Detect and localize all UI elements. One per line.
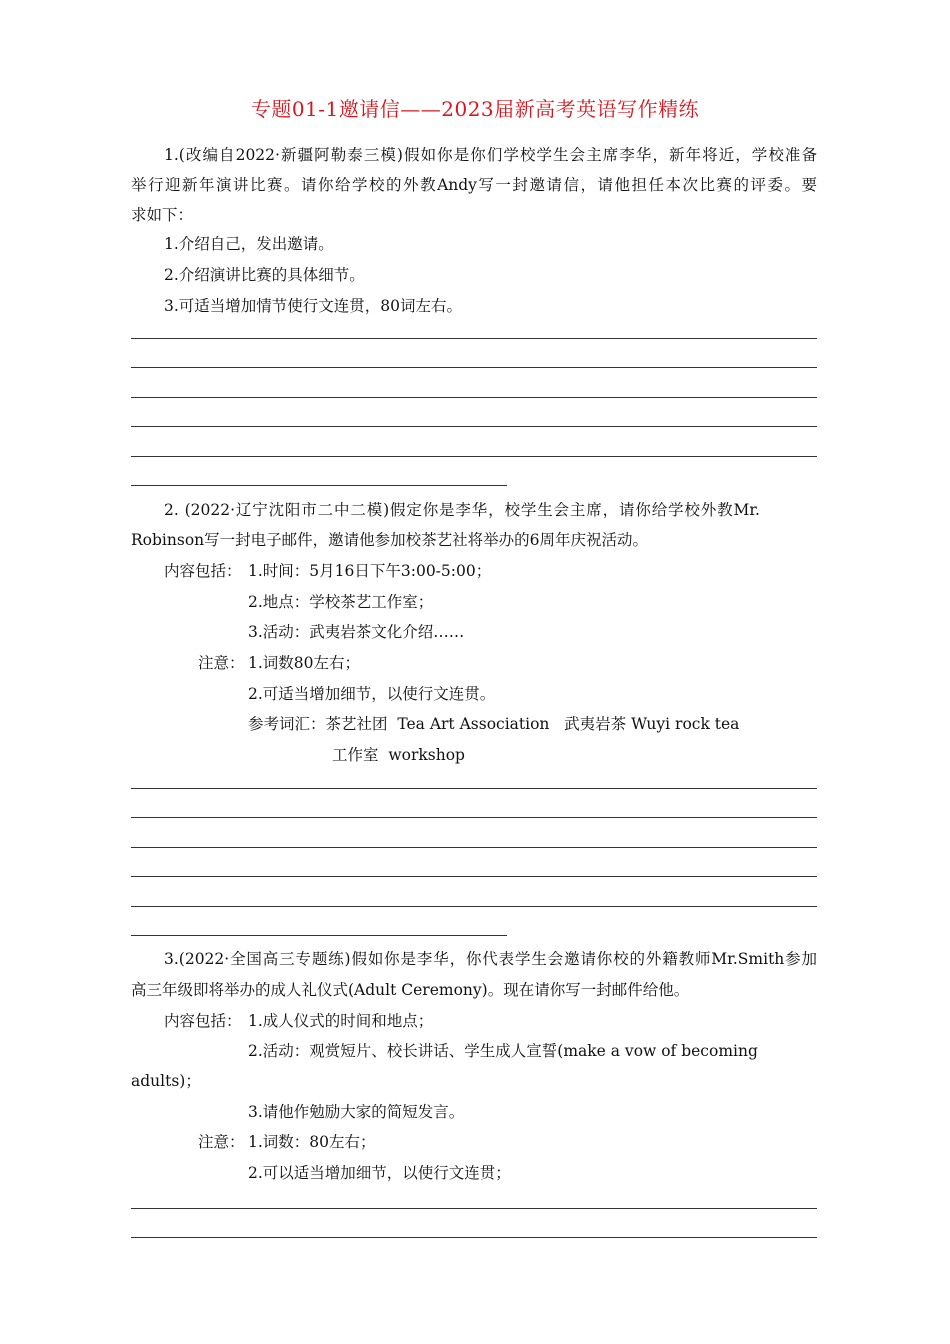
q1-answer-line [131, 338, 817, 339]
q3-answer-line [131, 1208, 817, 1209]
q2-note-label: 注意： [198, 654, 245, 672]
q2-prompt-line-1: 2. (2022·辽宁沈阳市二中二模)假定你是李华，校学生会主席，请你给学校外教Mr. [164, 501, 760, 519]
q2-content-label: 内容包括： [164, 562, 242, 580]
q3-content-label: 内容包括： [164, 1012, 242, 1030]
q3-prompt-line-2: 高三年级即将举办的成人礼仪式(Adult Ceremony)。现在请你写一封邮件给他。 [131, 981, 690, 999]
q1-prompt-line-1: 1.(改编自2022·新疆阿勒泰三模)假如你是你们学校学生会主席李华，新年将近，学校准备 [164, 146, 817, 164]
q2-vocab-line-2: 工作室 workshop [332, 746, 465, 764]
q1-answer-line-short [131, 485, 507, 486]
q2-answer-line [131, 847, 817, 848]
q2-answer-line [131, 788, 817, 789]
q3-prompt-line-1: 3.(2022·全国高三专题练)假如你是李华，你代表学生会邀请你校的外籍教师Mr.Smith参加 [164, 950, 817, 968]
q3-note-1: 1.词数：80左右； [248, 1133, 376, 1151]
q2-answer-line-short [131, 935, 507, 936]
q2-note-1: 1.词数80左右； [248, 654, 361, 672]
q1-answer-line [131, 397, 817, 398]
q1-requirement-3: 3.可适当增加情节使行文连贯，80词左右。 [164, 297, 463, 315]
q1-answer-line [131, 456, 817, 457]
q2-answer-line [131, 876, 817, 877]
q1-answer-line [131, 367, 817, 368]
q3-note-label: 注意： [198, 1133, 245, 1151]
q2-vocab-line-1: 参考词汇：茶艺社团 Tea Art Association 武夷岩茶 Wuyi rock tea [248, 715, 740, 733]
q3-note-2: 2.可以适当增加细节，以使行文连贯； [248, 1164, 511, 1182]
q1-requirement-2: 2.介绍演讲比赛的具体细节。 [164, 266, 365, 284]
q3-answer-line [131, 1237, 817, 1238]
q2-prompt-line-2: Robinson写一封电子邮件，邀请他参加校茶艺社将举办的6周年庆祝活动。 [131, 531, 648, 549]
q2-answer-line [131, 906, 817, 907]
q2-note-2: 2.可适当增加细节，以使行文连贯。 [248, 685, 496, 703]
q1-prompt-line-2: 举行迎新年演讲比赛。请你给学校的外教Andy写一封邀请信，请他担任本次比赛的评委。要 [131, 176, 817, 194]
q3-content-2: 2.活动：观赏短片、校长讲话、学生成人宣誓(make a vow of becoming [248, 1042, 758, 1060]
page-title: 专题01-1邀请信——2023届新高考英语写作精练 [250, 97, 700, 121]
q1-answer-line [131, 426, 817, 427]
q2-content-1: 1.时间：5月16日下午3:00-5:00； [248, 562, 492, 580]
q1-prompt-line-3: 求如下： [131, 206, 194, 224]
q1-requirement-1: 1.介绍自己，发出邀请。 [164, 235, 334, 253]
q2-answer-line [131, 817, 817, 818]
q2-content-3: 3.活动：武夷岩茶文化介绍…… [248, 623, 465, 641]
q3-content-2-cont: adults)； [131, 1072, 201, 1090]
q3-content-1: 1.成人仪式的时间和地点； [248, 1012, 434, 1030]
q2-content-2: 2.地点：学校茶艺工作室； [248, 593, 434, 611]
q3-content-3: 3.请他作勉励大家的简短发言。 [248, 1103, 465, 1121]
